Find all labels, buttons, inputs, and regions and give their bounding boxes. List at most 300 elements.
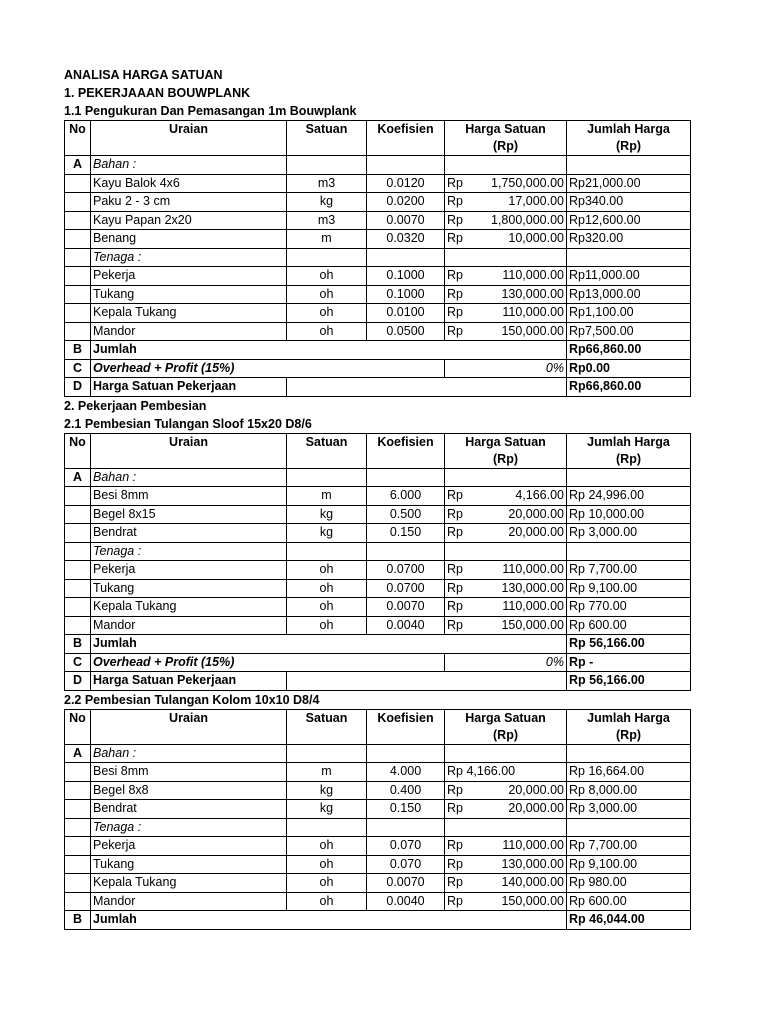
item-satuan: oh [287, 892, 367, 911]
item-jumlah: Rp 980.00 [567, 874, 691, 893]
overhead-percent: 0% [445, 359, 567, 378]
item-harga [445, 892, 567, 911]
item-harga-value: 10,000.00 [508, 231, 564, 245]
row-letter: B [65, 341, 91, 360]
empty-cell [367, 156, 445, 175]
empty-cell [445, 542, 567, 561]
item-harga-value: 130,000.00 [501, 856, 564, 871]
item-harga-value: 20,000.00 [508, 782, 564, 797]
table-3-body [65, 709, 691, 929]
item-harga [445, 505, 567, 524]
empty-cell [367, 818, 445, 837]
item-koefisien: 0.0320 [367, 230, 445, 249]
item-koefisien: 0.400 [367, 781, 445, 800]
item-name: Tukang [91, 579, 287, 598]
col-header-harga [445, 709, 567, 744]
item-harga-value: 17,000.00 [508, 194, 564, 208]
currency-label: Rp [447, 212, 463, 227]
empty-cell [367, 248, 445, 267]
table-row [65, 505, 691, 524]
item-jumlah: Rp13,000.00 [567, 285, 691, 304]
item-jumlah: Rp 7,700.00 [567, 837, 691, 856]
col-header-jumlah-l2: (Rp) [616, 139, 641, 153]
item-name: Benang [91, 230, 287, 249]
table-row [65, 616, 691, 635]
col-header-harga-l1: Harga Satuan [465, 434, 546, 449]
currency-label: Rp [447, 875, 463, 889]
row-jumlah [65, 911, 691, 930]
col-header-satuan: Satuan [287, 709, 367, 744]
item-harga-wrap [447, 837, 564, 855]
item-harga-value: 20,000.00 [508, 506, 564, 521]
group-row-bahan [65, 744, 691, 763]
row-overhead [65, 653, 691, 672]
group-row-tenaga [65, 542, 691, 561]
empty-cell [287, 156, 367, 175]
empty-cell [65, 322, 91, 341]
col-header-harga [445, 433, 567, 468]
item-satuan: oh [287, 598, 367, 617]
row-letter: C [65, 653, 91, 672]
item-harga-value: 110,000.00 [502, 305, 564, 319]
currency-label: Rp [447, 580, 463, 595]
empty-cell [65, 874, 91, 893]
row-letter: D [65, 378, 91, 397]
table-row [65, 304, 691, 323]
item-koefisien: 0.1000 [367, 267, 445, 286]
col-header-jumlah-l1: Jumlah Harga [587, 122, 670, 136]
section-1-1-heading: 1.1 Pengukuran Dan Pemasangan 1m Bouwplank [64, 104, 357, 118]
item-koefisien: 0.0070 [367, 598, 445, 617]
currency-label: Rp [447, 488, 463, 502]
item-harga-value: 110,000.00 [502, 562, 564, 576]
currency-label: Rp [447, 856, 463, 871]
table-row [65, 579, 691, 598]
empty-cell [65, 855, 91, 874]
group-label: Bahan : [91, 744, 287, 763]
item-jumlah: Rp21,000.00 [567, 174, 691, 193]
row-jumlah [65, 635, 691, 654]
item-name: Kepala Tukang [91, 598, 287, 617]
item-harga-wrap [447, 286, 564, 304]
item-jumlah: Rp 3,000.00 [567, 800, 691, 819]
overhead-percent: 0% [445, 653, 567, 672]
item-harga-value: 150,000.00 [501, 323, 564, 338]
item-jumlah: Rp340.00 [567, 193, 691, 212]
row-letter: C [65, 359, 91, 378]
empty-cell [65, 818, 91, 837]
item-satuan: kg [287, 193, 367, 212]
currency-label: Rp [447, 506, 463, 521]
item-harga [445, 763, 567, 782]
col-header-no: No [65, 121, 91, 156]
currency-label: Rp [447, 175, 463, 190]
item-koefisien: 0.070 [367, 837, 445, 856]
empty-cell [65, 487, 91, 506]
empty-cell [445, 468, 567, 487]
empty-cell [287, 468, 367, 487]
col-header-jumlah [567, 433, 691, 468]
empty-cell [65, 598, 91, 617]
col-header-harga-l2: (Rp) [493, 727, 518, 742]
empty-cell [287, 672, 567, 691]
table-row [65, 837, 691, 856]
table-bouwplank [64, 120, 691, 397]
col-header-satuan: Satuan [287, 121, 367, 156]
item-harga [445, 800, 567, 819]
empty-cell [567, 744, 691, 763]
hsp-value: Rp66,860.00 [567, 378, 691, 397]
item-name: Pekerja [91, 837, 287, 856]
currency-label: Rp [447, 617, 463, 632]
item-harga [445, 855, 567, 874]
item-satuan: kg [287, 524, 367, 543]
currency-label: Rp [447, 782, 463, 797]
item-koefisien: 0.0500 [367, 322, 445, 341]
item-jumlah: Rp 3,000.00 [567, 524, 691, 543]
item-name: Pekerja [91, 267, 287, 286]
item-name: Begel 8x15 [91, 505, 287, 524]
section-2-heading: 2. Pekerjaan Pembesian [64, 398, 207, 413]
row-letter: B [65, 635, 91, 654]
item-name: Tukang [91, 285, 287, 304]
item-harga-value: 20,000.00 [508, 801, 564, 815]
currency-label: Rp [447, 893, 463, 908]
row-letter: A [65, 156, 91, 175]
item-satuan: m [287, 487, 367, 506]
header-row [65, 709, 691, 744]
col-header-uraian: Uraian [91, 433, 287, 468]
item-satuan: oh [287, 855, 367, 874]
col-header-jumlah-l1: Jumlah Harga [587, 434, 670, 449]
item-harga-value: 110,000.00 [502, 838, 564, 852]
item-satuan: kg [287, 781, 367, 800]
table-row [65, 874, 691, 893]
item-satuan: oh [287, 267, 367, 286]
currency-label: Rp [447, 599, 463, 613]
table-row [65, 174, 691, 193]
row-jumlah [65, 341, 691, 360]
item-jumlah: Rp 9,100.00 [567, 855, 691, 874]
item-name: Besi 8mm [91, 487, 287, 506]
group-row-tenaga [65, 248, 691, 267]
item-harga [445, 561, 567, 580]
table-kolom [64, 709, 691, 930]
item-jumlah: Rp 7,700.00 [567, 561, 691, 580]
item-jumlah: Rp11,000.00 [567, 267, 691, 286]
item-jumlah: Rp7,500.00 [567, 322, 691, 341]
hsp-label: Harga Satuan Pekerjaan [91, 378, 287, 397]
item-harga-wrap [447, 856, 564, 874]
item-harga-value: 1,800,000.00 [491, 212, 564, 227]
item-harga-value: 130,000.00 [501, 286, 564, 301]
table-row [65, 561, 691, 580]
section-1-heading: 1. PEKERJAAAN BOUWPLANK [64, 86, 251, 100]
table-row [65, 524, 691, 543]
overhead-label: Overhead + Profit (15%) [91, 653, 445, 672]
item-name: Kayu Balok 4x6 [91, 174, 287, 193]
item-satuan: m3 [287, 174, 367, 193]
item-harga-combined: Rp 4,166.00 [447, 764, 516, 778]
item-jumlah: Rp 24,996.00 [567, 487, 691, 506]
item-satuan: oh [287, 579, 367, 598]
item-koefisien: 0.0100 [367, 304, 445, 323]
item-koefisien: 0.150 [367, 524, 445, 543]
empty-cell [65, 616, 91, 635]
item-koefisien: 6.000 [367, 487, 445, 506]
col-header-harga-l2: (Rp) [493, 451, 518, 466]
group-row-bahan [65, 156, 691, 175]
empty-cell [65, 248, 91, 267]
item-harga [445, 211, 567, 230]
item-jumlah: Rp 9,100.00 [567, 579, 691, 598]
row-harga-satuan-pekerjaan [65, 672, 691, 691]
group-label: Tenaga : [91, 248, 287, 267]
item-name: Bendrat [91, 800, 287, 819]
empty-cell [367, 744, 445, 763]
item-harga-wrap [447, 800, 564, 818]
item-harga-value: 4,166.00 [515, 488, 564, 502]
jumlah-label: Jumlah [91, 911, 567, 930]
empty-cell [445, 156, 567, 175]
col-header-harga [445, 121, 567, 156]
col-header-harga-l2: (Rp) [493, 139, 518, 153]
group-row-tenaga [65, 818, 691, 837]
item-harga-wrap [447, 212, 564, 230]
table-row [65, 855, 691, 874]
item-harga-wrap [447, 893, 564, 911]
table-row [65, 781, 691, 800]
item-harga-wrap [447, 524, 564, 542]
item-harga-value: 150,000.00 [501, 893, 564, 908]
currency-label: Rp [447, 838, 463, 852]
item-harga-value: 1,750,000.00 [491, 175, 564, 190]
item-satuan: oh [287, 616, 367, 635]
item-jumlah: Rp 8,000.00 [567, 781, 691, 800]
item-harga-wrap [447, 617, 564, 635]
item-satuan: oh [287, 322, 367, 341]
currency-label: Rp [447, 525, 463, 539]
table-row [65, 211, 691, 230]
header-row [65, 121, 691, 156]
item-satuan: oh [287, 304, 367, 323]
empty-cell [65, 542, 91, 561]
item-koefisien: 0.0700 [367, 561, 445, 580]
table-2-body [65, 433, 691, 690]
item-name: Kayu Papan 2x20 [91, 211, 287, 230]
empty-cell [65, 174, 91, 193]
item-name: Besi 8mm [91, 763, 287, 782]
group-row-bahan [65, 468, 691, 487]
item-harga [445, 267, 567, 286]
item-satuan: oh [287, 837, 367, 856]
empty-cell [287, 818, 367, 837]
empty-cell [65, 837, 91, 856]
item-harga [445, 487, 567, 506]
empty-cell [65, 211, 91, 230]
col-header-jumlah [567, 121, 691, 156]
item-jumlah: Rp 770.00 [567, 598, 691, 617]
item-harga [445, 524, 567, 543]
col-header-uraian: Uraian [91, 709, 287, 744]
item-satuan: m [287, 230, 367, 249]
table-sloof [64, 433, 691, 691]
empty-cell [567, 156, 691, 175]
item-harga-wrap [447, 598, 564, 616]
item-jumlah: Rp 600.00 [567, 616, 691, 635]
item-harga [445, 304, 567, 323]
item-harga-value: 130,000.00 [501, 580, 564, 595]
item-name: Tukang [91, 855, 287, 874]
item-harga-value: 20,000.00 [508, 525, 564, 539]
item-harga-wrap [447, 874, 564, 892]
item-harga [445, 174, 567, 193]
item-jumlah: Rp320.00 [567, 230, 691, 249]
col-header-koefisien: Koefisien [367, 433, 445, 468]
group-label: Bahan : [91, 156, 287, 175]
item-koefisien: 0.0040 [367, 616, 445, 635]
jumlah-label: Jumlah [91, 635, 567, 654]
item-name: Mandor [91, 322, 287, 341]
item-koefisien: 0.0070 [367, 211, 445, 230]
row-letter: B [65, 911, 91, 930]
empty-cell [367, 542, 445, 561]
item-name: Paku 2 - 3 cm [91, 193, 287, 212]
empty-cell [65, 763, 91, 782]
table-row [65, 230, 691, 249]
empty-cell [65, 800, 91, 819]
item-koefisien: 0.0120 [367, 174, 445, 193]
item-harga [445, 616, 567, 635]
jumlah-value: Rp 46,044.00 [567, 911, 691, 930]
item-harga-wrap [447, 230, 564, 248]
empty-cell [445, 248, 567, 267]
empty-cell [287, 378, 567, 397]
item-harga-wrap [447, 193, 564, 211]
item-name: Mandor [91, 892, 287, 911]
empty-cell [65, 193, 91, 212]
empty-cell [567, 248, 691, 267]
item-name: Begel 8x8 [91, 781, 287, 800]
empty-cell [445, 818, 567, 837]
overhead-value: Rp0.00 [567, 359, 691, 378]
item-satuan: oh [287, 874, 367, 893]
item-harga [445, 230, 567, 249]
item-harga-value: 140,000.00 [501, 875, 564, 889]
empty-cell [65, 781, 91, 800]
currency-label: Rp [447, 801, 463, 815]
jumlah-value: Rp 56,166.00 [567, 635, 691, 654]
currency-label: Rp [447, 323, 463, 338]
row-overhead [65, 359, 691, 378]
overhead-label: Overhead + Profit (15%) [91, 359, 445, 378]
item-satuan: oh [287, 285, 367, 304]
item-name: Kepala Tukang [91, 304, 287, 323]
item-harga [445, 874, 567, 893]
col-header-harga-l1: Harga Satuan [465, 122, 546, 136]
empty-cell [567, 468, 691, 487]
item-satuan: kg [287, 800, 367, 819]
col-header-jumlah [567, 709, 691, 744]
col-header-no: No [65, 433, 91, 468]
col-header-jumlah-l1: Jumlah Harga [587, 710, 670, 725]
item-harga-value: 110,000.00 [502, 599, 564, 613]
currency-label: Rp [447, 268, 463, 282]
row-letter: A [65, 744, 91, 763]
empty-cell [287, 744, 367, 763]
item-harga-wrap [447, 782, 564, 800]
item-koefisien: 0.1000 [367, 285, 445, 304]
item-jumlah: Rp 600.00 [567, 892, 691, 911]
item-harga-wrap [447, 175, 564, 193]
item-name: Kepala Tukang [91, 874, 287, 893]
empty-cell [567, 818, 691, 837]
empty-cell [367, 468, 445, 487]
item-koefisien: 0.0070 [367, 874, 445, 893]
empty-cell [287, 542, 367, 561]
item-satuan: kg [287, 505, 367, 524]
item-harga-wrap [447, 487, 564, 505]
item-harga [445, 781, 567, 800]
item-harga [445, 598, 567, 617]
table-row [65, 763, 691, 782]
empty-cell [65, 579, 91, 598]
currency-label: Rp [447, 562, 463, 576]
item-harga-wrap [447, 267, 564, 285]
jumlah-value: Rp66,860.00 [567, 341, 691, 360]
item-satuan: m3 [287, 211, 367, 230]
item-harga [445, 837, 567, 856]
hsp-label: Harga Satuan Pekerjaan [91, 672, 287, 691]
col-header-satuan: Satuan [287, 433, 367, 468]
table-row [65, 800, 691, 819]
doc-title: ANALISA HARGA SATUAN [64, 68, 223, 82]
item-harga-value: 110,000.00 [502, 268, 564, 282]
table-1-body [65, 121, 691, 397]
empty-cell [65, 524, 91, 543]
section-2-1-heading: 2.1 Pembesian Tulangan Sloof 15x20 D8/6 [64, 416, 312, 431]
item-harga-wrap [447, 323, 564, 341]
currency-label: Rp [447, 194, 463, 208]
col-header-jumlah-l2: (Rp) [616, 727, 641, 742]
item-jumlah: Rp 16,664.00 [567, 763, 691, 782]
currency-label: Rp [447, 231, 463, 245]
empty-cell [65, 230, 91, 249]
item-satuan: oh [287, 561, 367, 580]
currency-label: Rp [447, 305, 463, 319]
table-row [65, 487, 691, 506]
hsp-value: Rp 56,166.00 [567, 672, 691, 691]
table-row [65, 598, 691, 617]
empty-cell [567, 542, 691, 561]
item-harga [445, 322, 567, 341]
overhead-value: Rp - [567, 653, 691, 672]
item-jumlah: Rp 10,000.00 [567, 505, 691, 524]
section-2-2-heading: 2.2 Pembesian Tulangan Kolom 10x10 D8/4 [64, 692, 320, 707]
table-row [65, 322, 691, 341]
item-satuan: m [287, 763, 367, 782]
table-row [65, 892, 691, 911]
item-harga [445, 193, 567, 212]
item-harga-wrap [447, 561, 564, 579]
col-header-no: No [65, 709, 91, 744]
item-koefisien: 0.0700 [367, 579, 445, 598]
header-row [65, 433, 691, 468]
col-header-koefisien: Koefisien [367, 709, 445, 744]
currency-label: Rp [447, 286, 463, 301]
col-header-jumlah-l2: (Rp) [616, 451, 641, 466]
empty-cell [287, 248, 367, 267]
